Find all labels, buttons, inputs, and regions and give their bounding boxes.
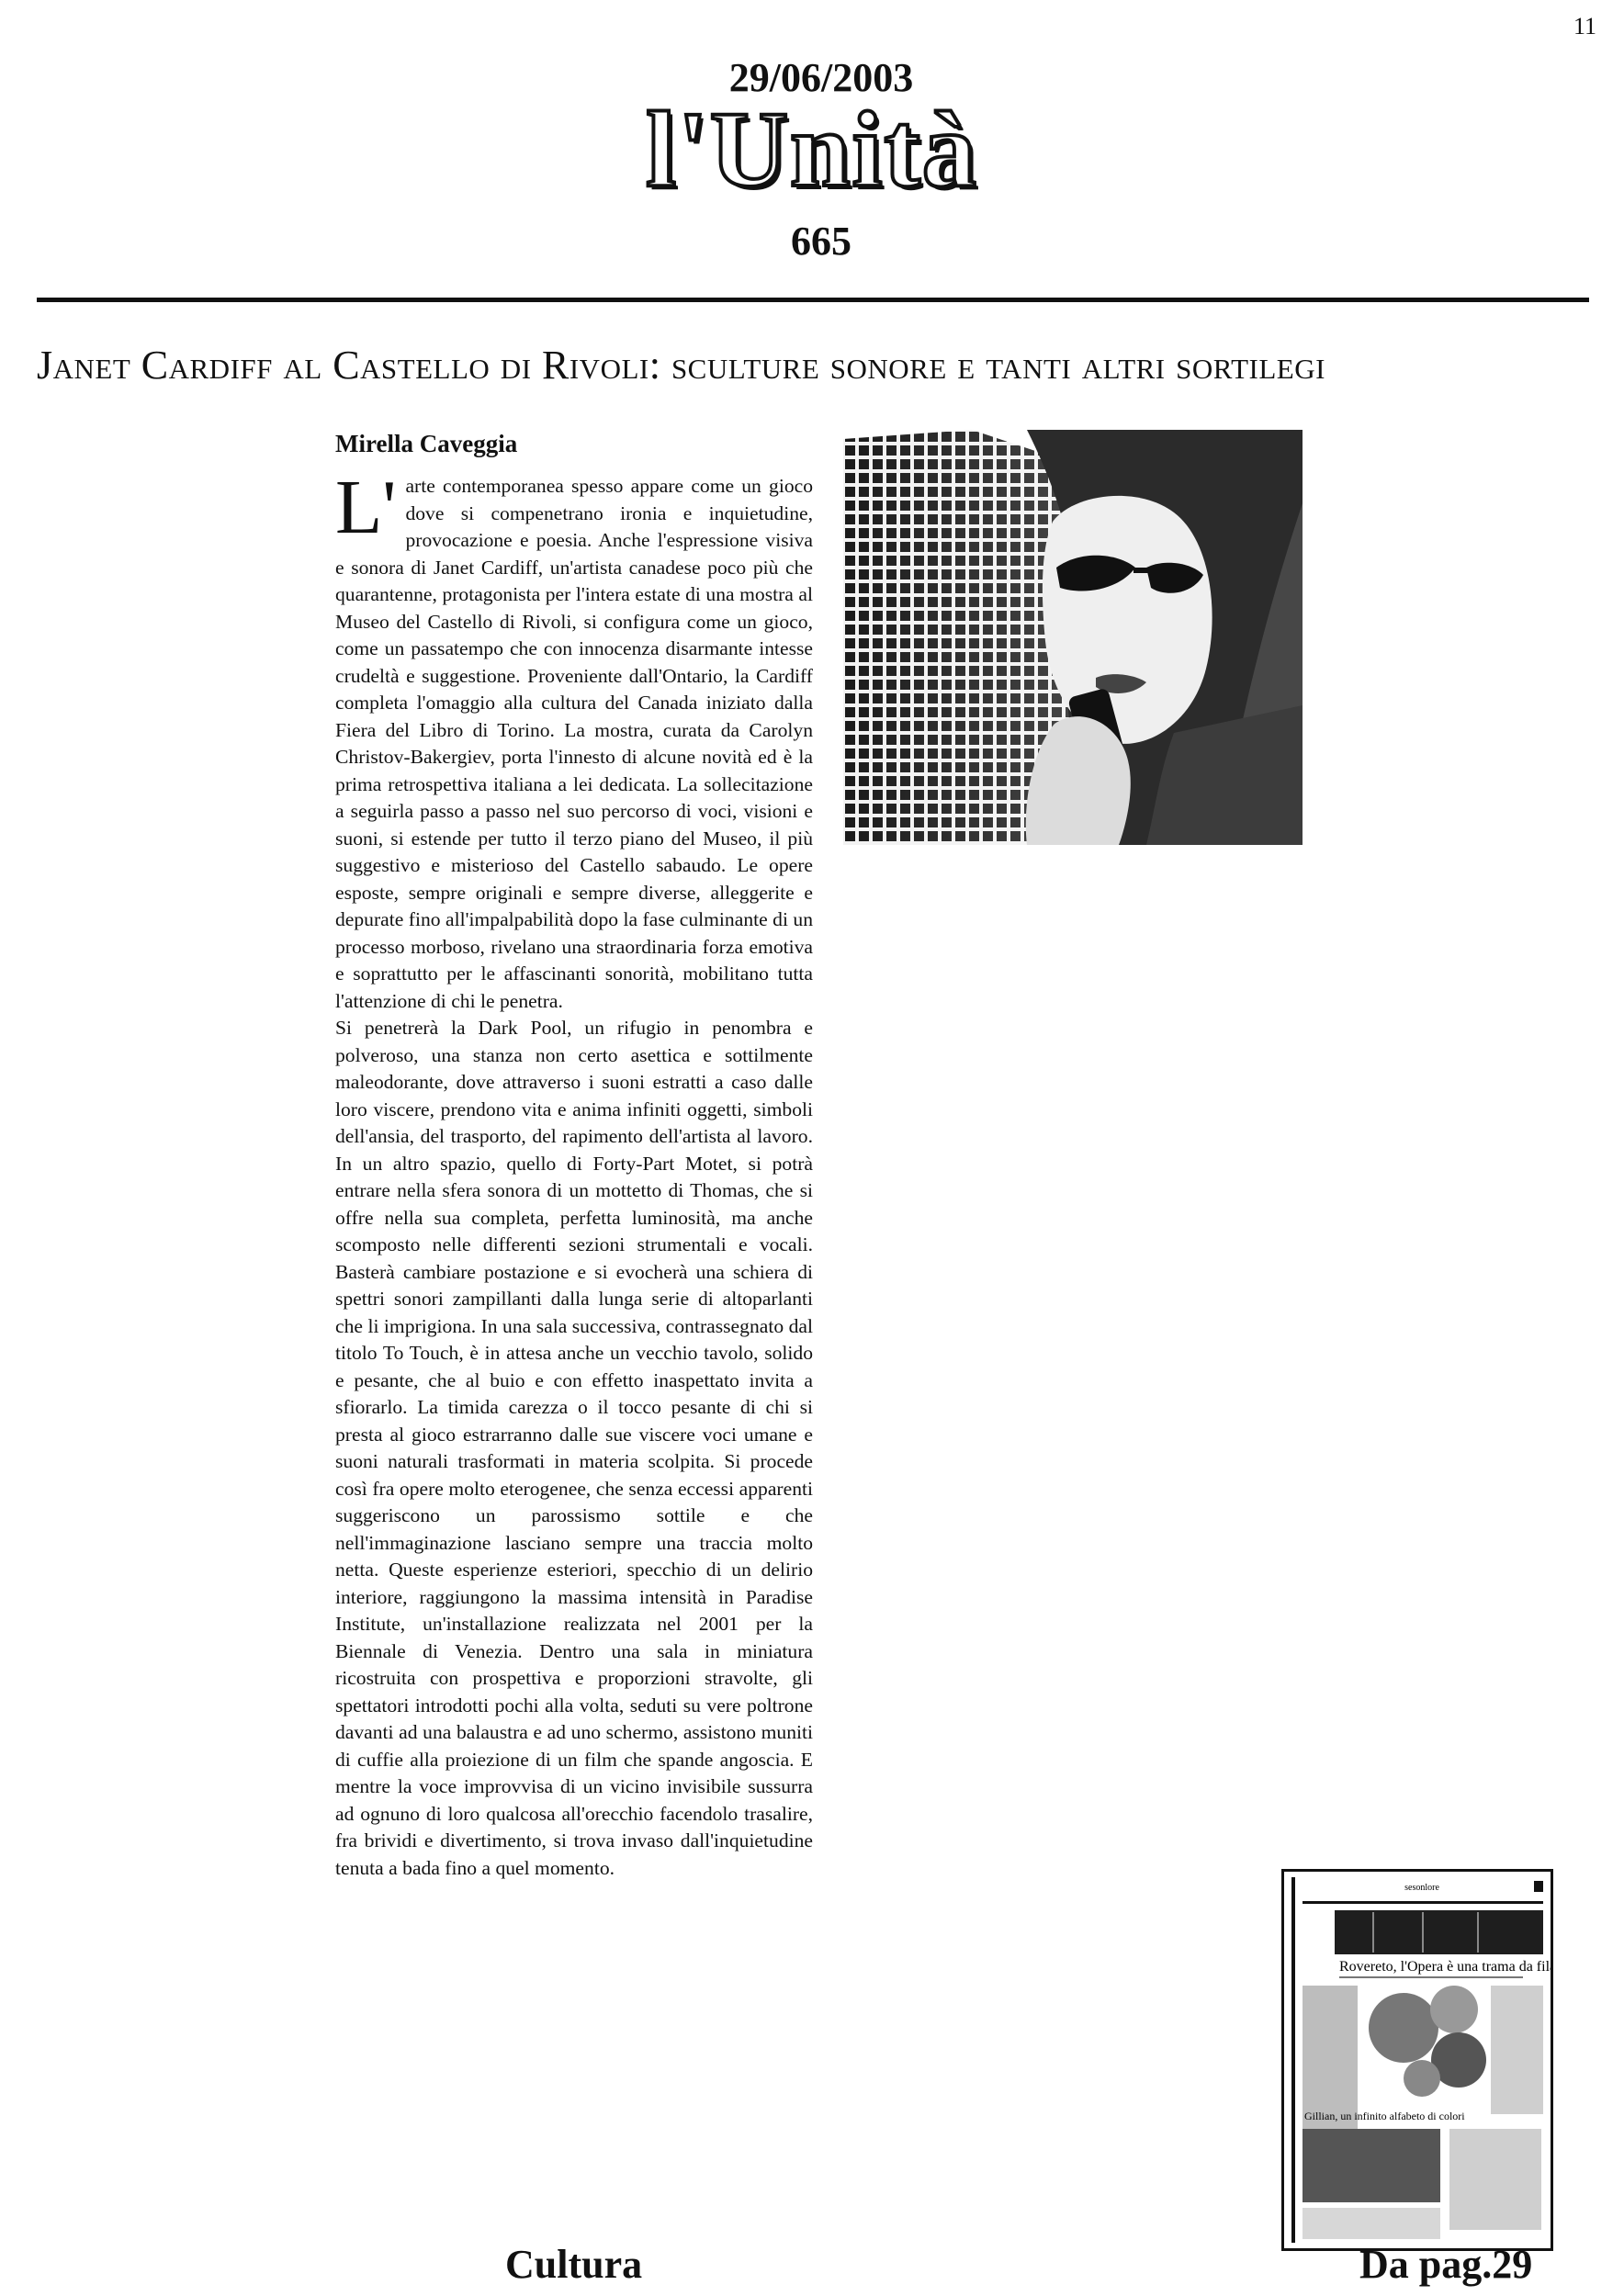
publication-date: 29/06/2003 bbox=[728, 55, 914, 100]
page-number: 11 bbox=[1573, 13, 1596, 39]
paragraph-text: arte contemporanea spesso appare come un gioco dove si compenetrano ironia e inquietudine, provocazione e poesia. Anche l'espressione visiva e sonora di Janet Cardiff, un'artista canadese poco più che quarantenne, protagonista per l'intera estate di una mostra al Museo del Castello di Rivoli, si configura come un gioco, come un passatempo che con innocenza disarmante intesse crudeltà e suggestione. Proveniente dall'Ontario, la Cardiff completa l'omaggio alla cultura del Canada iniziato dalla Fiera del Libro di Torino. La mostra, curata da Carolyn Christov-Bakergiev, porta l'innesto di alcune novità ed è la prima retrospettiva italiana a lei dedicata. La sollecitazione a seguirla passo a passo nel suo percorso di voci, visioni e suoni, si estende per tutto il terzo piano del Museo, il più suggestivo e misterioso del Castello sabaudo. Le opere esposte, sempre originali e sempre diverse, alleggerite e depurate fino all'impalpabilità dopo la fase culminante di un processo morboso, rivelano una straordinaria forza emotiva e soprattutto per le affascinanti sonorità, mobilitano tutta l'attenzione di chi le penetra. bbox=[335, 475, 813, 1012]
drop-cap: L' bbox=[335, 465, 397, 550]
portrait-photo-image bbox=[843, 430, 1303, 845]
article-body bbox=[335, 465, 813, 1882]
issue-number: 665 bbox=[791, 219, 851, 264]
header-rule bbox=[37, 298, 1589, 302]
thumbnail-page-image bbox=[1284, 1872, 1551, 2248]
thumb-header: sesonlore bbox=[1404, 1883, 1439, 1893]
article-paragraph bbox=[335, 465, 813, 1015]
section-label: Cultura bbox=[505, 2242, 643, 2287]
article-paragraph: Si penetrerà la Dark Pool, un rifugio in penombra e polveroso, una stanza non certo asettica e sottilmente maleodorante, dove attraverso i suoni estratti a caso dalle loro viscere, prendono vita e anima infiniti oggetti, simboli dell'ansia, del trasporto, del rapimento dell'artista al lavoro. In un altro spazio, quello di Forty-Part Motet, si potrà entrare nella sfera sonora di un mottetto di Thomas, che si offre nella sua completa, perfetta luminosità, ma anche scomposto nelle differenti sezioni strumentali e vocali. Basterà cambiare postazione e si evocherà una schiera di spettri sonori zampillanti dalla lunga serie di altoparlanti che li imprigiona. In una sala successiva, contrassegnato dal titolo To Touch, è in attesa anche un vecchio tavolo, solido e pesante, che al buio e con effetto inaspettato invita a sfiorarlo. La timida carezza o il tocco pesante di chi si presta al gioco estrarranno dalle sue viscere voci umane e suoni naturali trasformati in materia scolpita. Si procede così fra opere molto eterogenee, che senza eccessi apparenti suggeriscono un parossismo sottile e che nell'immaginazione lasciano sempre una traccia molto netta. Queste esperienze esteriori, specchio di un delirio interiore, raggiungono la massima intensità in Paradise Institute, un'installazione realizzata nel 2001 per la Biennale di Venezia. Dentro una sala in miniatura ricostruita con prospettiva e proporzioni stravolte, gli spettatori introdotti pochi alla volta, seduti su vere poltrone davanti ad una balaustra e ad uno schermo, assistono muniti di cuffie alla proiezione di un film che spande angoscia. E mentre la voce improvvisa di un vicino invisibile sussurra ad ognuno di loro qualcosa all'orecchio facendolo trasalire, fra brividi e divertimento, si trova invaso dall'inquietudine tenuta a bada fino a quel momento. bbox=[335, 1017, 813, 1879]
masthead bbox=[0, 55, 1624, 264]
article-byline: Mirella Caveggia bbox=[335, 430, 518, 457]
newspaper-page-thumbnail bbox=[1281, 1869, 1553, 2251]
page-reference: Da pag.29 bbox=[1359, 2242, 1533, 2287]
article-photo bbox=[843, 430, 1303, 845]
thumb-subhead: Gillian, un infinito alfabeto di colori bbox=[1304, 2110, 1465, 2122]
newspaper-logo: l'Unità bbox=[646, 89, 978, 209]
article-column bbox=[335, 430, 813, 1882]
thumb-headline: Rovereto, l'Opera è una trama da filare bbox=[1339, 1959, 1551, 1975]
article-headline: Janet Cardiff al Castello di Rivoli: sculture sonore e tanti altri sortilegi bbox=[37, 343, 1325, 388]
